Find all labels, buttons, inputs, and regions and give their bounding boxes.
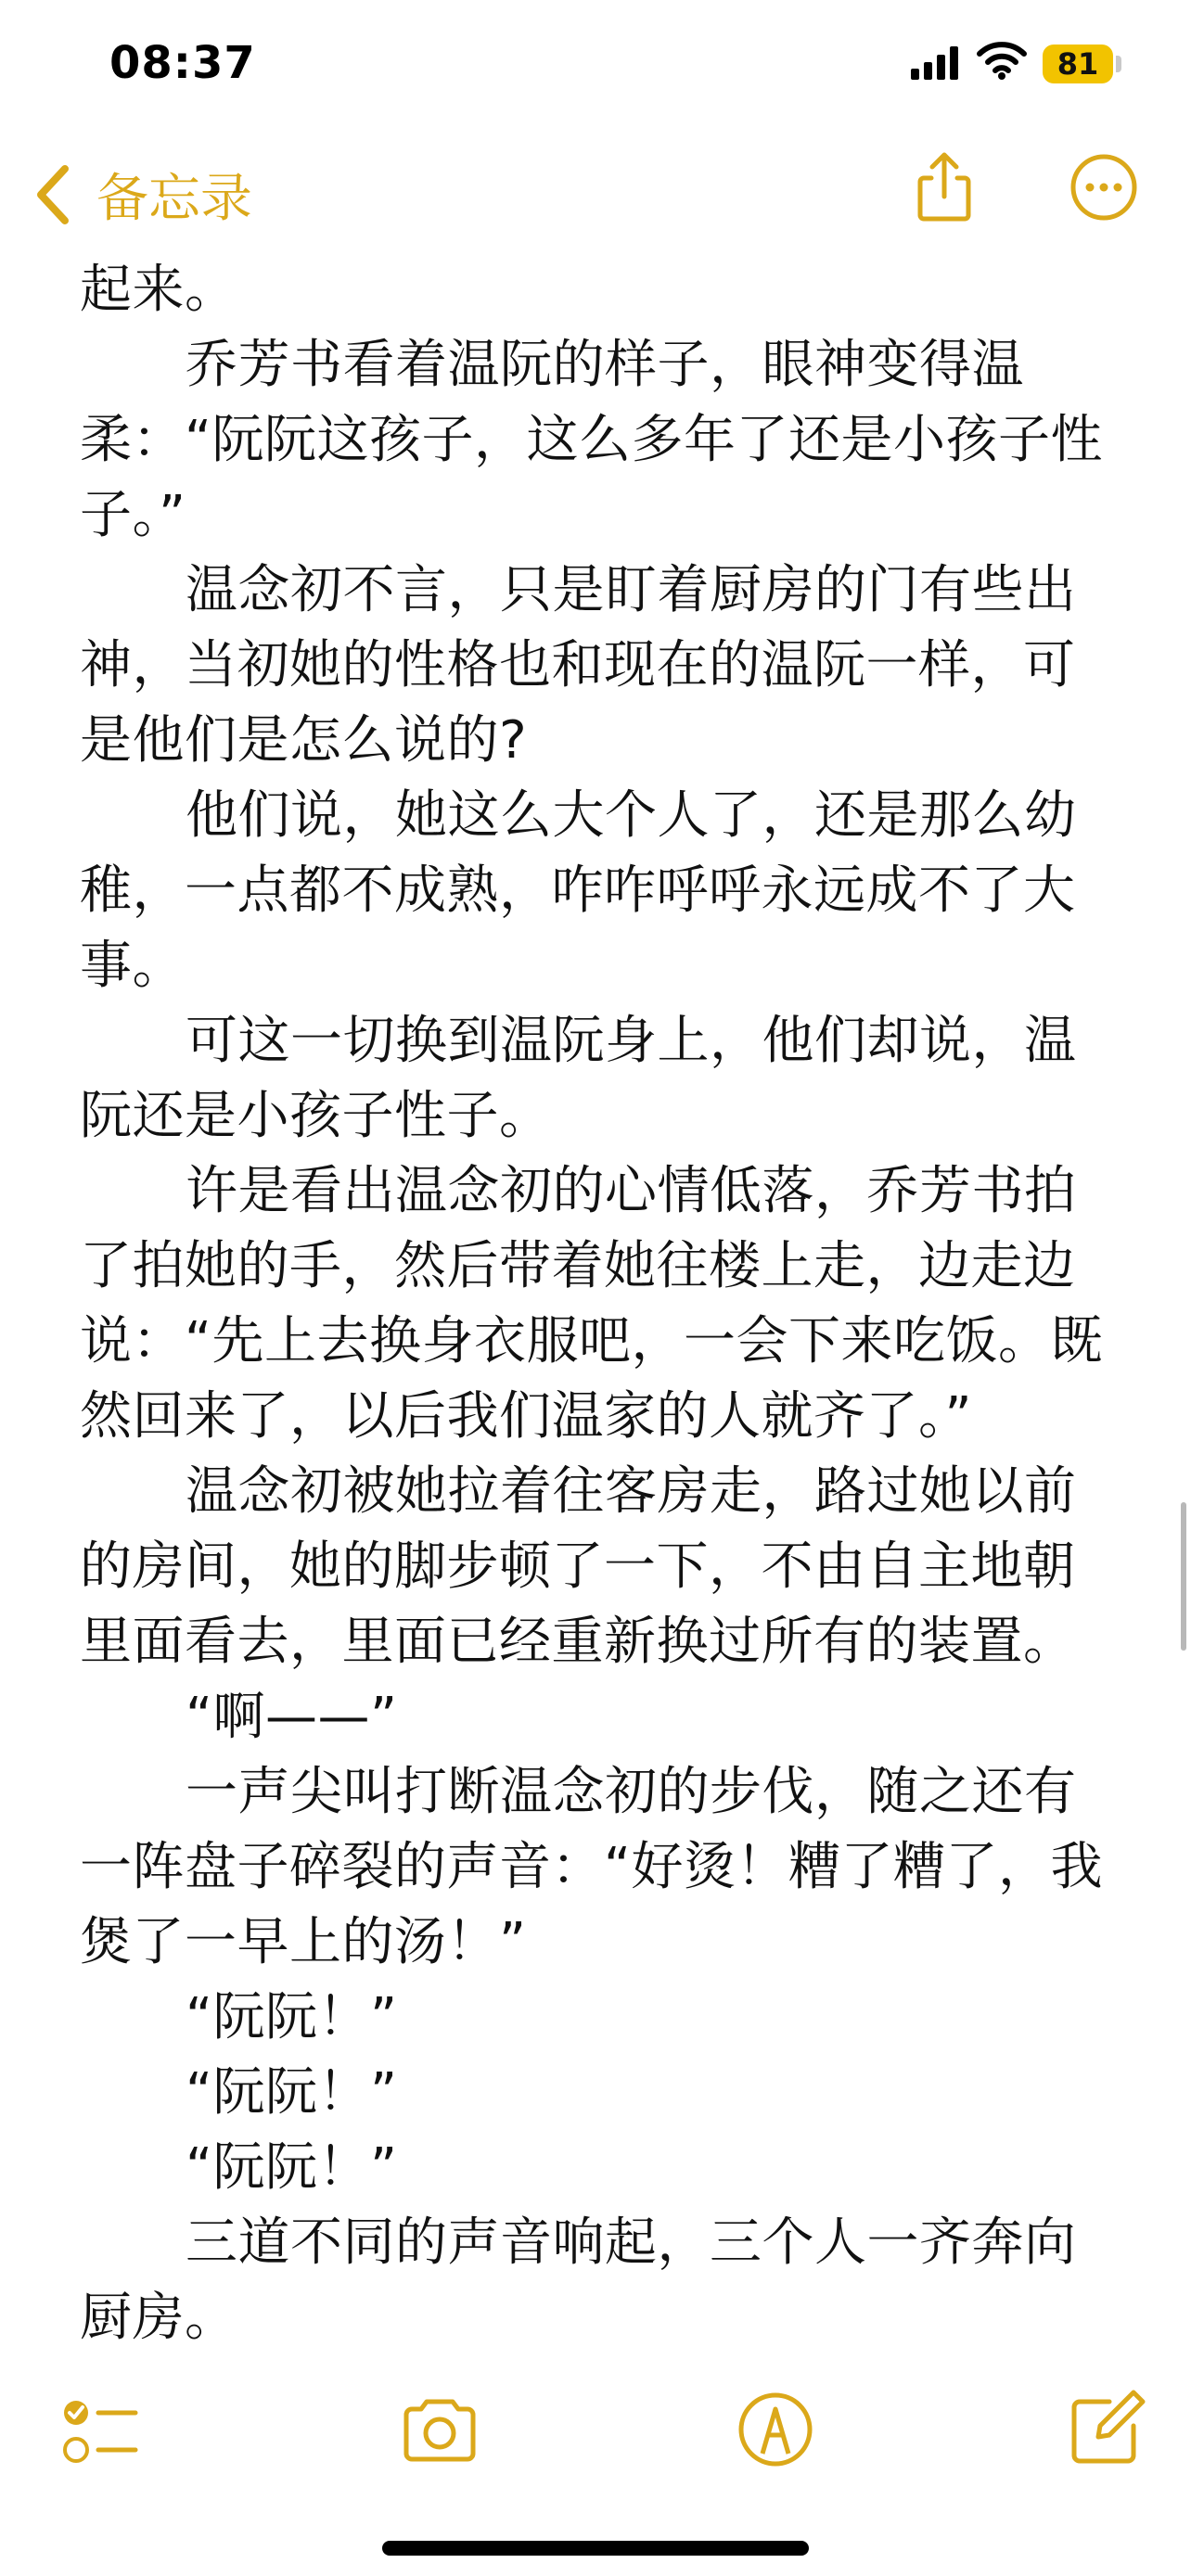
checklist-icon[interactable] [59,2389,141,2470]
bottom-toolbar [0,2383,1191,2476]
cellular-signal-icon [911,46,959,80]
ellipsis-icon[interactable] [1067,150,1141,224]
share-icon[interactable] [907,150,981,224]
home-indicator[interactable] [382,2541,809,2556]
note-paragraph: 许是看出温念初的心情低落，乔芳书拍了拍她的手，然后带着她往楼上走，边走边说：“先上去换身衣服吧，一会下来吃饭。既然回来了，以后我们温家的人就齐了。” [80,1161,1104,1447]
camera-icon[interactable] [399,2389,480,2470]
compose-icon[interactable] [1065,2389,1146,2470]
navigation-bar [0,139,1191,250]
chevron-left-icon [33,163,70,226]
battery-cap [1116,56,1121,72]
scroll-indicator[interactable] [1181,1502,1186,1651]
note-paragraph: “啊——” [186,1687,398,1747]
note-paragraph: 他们说，她这么大个人了，还是那么幼稚，一点都不成熟，咋咋呼呼永远成不了大事。 [80,785,1077,996]
back-button[interactable] [33,158,252,232]
battery-indicator: 81 [1043,45,1113,83]
note-body[interactable] [80,252,1117,2355]
note-paragraph: 起来。 [80,260,237,320]
status-time: 08:37 [109,37,256,89]
note-paragraph: 一声尖叫打断温念初的步伐，随之还有一阵盘子碎裂的声音：“好烫！糟了糟了，我煲了一早上的汤！” [80,1762,1104,1972]
note-paragraph: 温念初不言，只是盯着厨房的门有些出神，当初她的性格也和现在的温阮一样，可是他们是怎么说的? [80,560,1077,771]
note-paragraph: 可这一切换到温阮身上，他们却说，温阮还是小孩子性子。 [80,1011,1077,1146]
note-paragraph: “阮阮！” [186,2062,398,2123]
status-bar [0,0,1191,139]
note-paragraph: “阮阮！” [186,1987,398,2047]
note-paragraph: “阮阮！” [186,2137,398,2198]
markup-icon[interactable] [735,2389,816,2470]
note-paragraph: 乔芳书看着温阮的样子，眼神变得温柔：“阮阮这孩子，这么多年了还是小孩子性子。” [80,335,1104,545]
wifi-icon [976,41,1028,80]
back-button-label: 备忘录 [96,169,252,229]
note-paragraph: 温念初被她拉着往客房走，路过她以前的房间，她的脚步顿了一下，不由自主地朝里面看去，里面已经重新换过所有的装置。 [80,1461,1077,1672]
note-paragraph: 三道不同的声音响起，三个人一齐奔向厨房。 [80,2213,1077,2348]
